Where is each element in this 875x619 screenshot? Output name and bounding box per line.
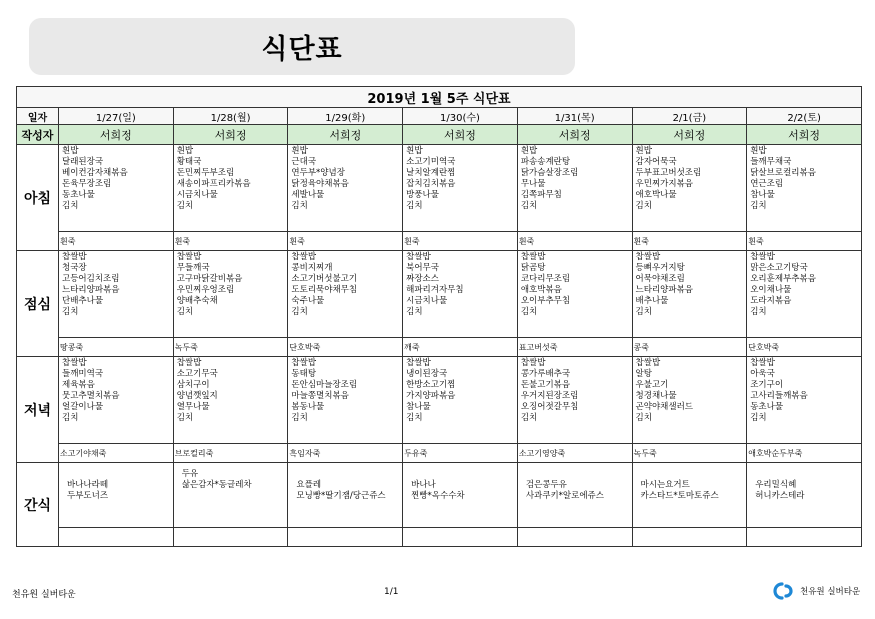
- menu-cell: [747, 357, 862, 444]
- menu-cell: [747, 251, 862, 338]
- menu-cell: [173, 357, 288, 444]
- menu-item: 짜장소스: [406, 274, 439, 284]
- snack-cell: [747, 463, 862, 528]
- week-title: 2019년 1월 5주 식단표: [17, 87, 862, 108]
- menu-item: 냉이된장국: [406, 369, 448, 379]
- menu-item: 찹쌀밥: [291, 358, 317, 368]
- menu-item: 감자어묵국: [635, 157, 677, 167]
- menu-cell: [59, 145, 174, 232]
- menu-item: 찹쌀밥: [750, 358, 775, 368]
- menu-item: 오이채나물: [750, 285, 792, 295]
- menu-cell: [632, 145, 747, 232]
- menu-cell: [747, 145, 862, 232]
- menu-item: 베이컨감자채볶음: [62, 168, 128, 178]
- logo-text: 천유원 실버타운: [800, 587, 861, 597]
- menu-item: 김치: [176, 201, 194, 211]
- menu-item: 김치: [520, 201, 538, 211]
- snack-item: 마시는요거트: [640, 480, 690, 490]
- menu-item: 돈육무장조림: [62, 179, 112, 189]
- menu-item: 김치: [750, 307, 767, 317]
- menu-cell: [173, 251, 288, 338]
- menu-cell: [288, 357, 403, 444]
- menu-item: 얼갈이나물: [62, 402, 104, 412]
- snack-label: 간식: [17, 463, 59, 547]
- menu-item: 김치: [635, 307, 652, 317]
- menu-item: 동초나물: [750, 402, 784, 412]
- menu-item: 찹쌀밥: [520, 252, 546, 262]
- menu-item: 새송이파프리카볶음: [176, 179, 251, 189]
- porridge-cell: 단호박죽: [747, 338, 862, 357]
- snack-item: 요플레: [296, 480, 322, 490]
- menu-item: 날치알계란찜: [406, 168, 456, 178]
- menu-cell: [59, 251, 174, 338]
- menu-item: 제육볶음: [62, 380, 95, 390]
- menu-item: 김치: [635, 413, 652, 423]
- menu-item: 찹쌀밥: [635, 252, 661, 262]
- porridge-cell: 두유죽: [403, 444, 518, 463]
- menu-item: 닭정육야채볶음: [291, 179, 349, 189]
- day-cell: 2/2(토): [747, 108, 862, 125]
- menu-item: 조기구이: [750, 380, 784, 390]
- snack-extra-row: [17, 528, 862, 547]
- menu-item: 등뼈우거지탕: [635, 263, 685, 273]
- menu-item: 방풍나물: [406, 190, 439, 200]
- snack-cell: [517, 463, 632, 528]
- meal-plan-table: [16, 86, 862, 547]
- menu-item: 가지양파볶음: [406, 391, 456, 401]
- empty-cell: [288, 528, 403, 547]
- day-row: [17, 108, 862, 125]
- porridge-row: [17, 338, 862, 357]
- porridge-cell: 흰죽: [632, 232, 747, 251]
- porridge-cell: 콩죽: [632, 338, 747, 357]
- menu-item: 김치: [291, 201, 308, 211]
- author-cell: 서희정: [288, 125, 403, 145]
- snack-cell: [288, 463, 403, 528]
- menu-item: 김치: [520, 413, 538, 423]
- page-title: 식단표: [261, 34, 343, 65]
- porridge-cell: 깨죽: [403, 338, 518, 357]
- menu-item: 들깨무채국: [750, 157, 792, 167]
- menu-item: 찹쌀밥: [176, 358, 202, 368]
- menu-item: 단배추나물: [62, 296, 104, 306]
- menu-item: 잡치김치볶음: [406, 179, 456, 189]
- menu-cell: [632, 251, 747, 338]
- porridge-cell: 흰죽: [173, 232, 288, 251]
- meal-label: 점심: [17, 251, 59, 357]
- menu-item: 양념깻잎지: [176, 391, 218, 401]
- menu-item: 김치: [291, 413, 308, 423]
- porridge-cell: 흰죽: [517, 232, 632, 251]
- snack-item: 바나나라떼: [67, 480, 109, 490]
- day-cell: 1/28(월): [173, 108, 288, 125]
- menu-item: 애호박나물: [635, 190, 677, 200]
- snack-row: [17, 463, 862, 528]
- empty-cell: [173, 528, 288, 547]
- menu-item: 김치: [176, 307, 194, 317]
- menu-item: 찹쌀밥: [406, 252, 431, 262]
- porridge-cell: 흰죽: [59, 232, 174, 251]
- snack-item: [526, 469, 629, 480]
- snack-item: 삶은감자*동글레차: [181, 480, 252, 490]
- menu-item: 돈불고기볶음: [520, 380, 571, 390]
- porridge-row: [17, 232, 862, 251]
- menu-item: 무들깨국: [176, 263, 210, 273]
- menu-item: 김치: [406, 201, 423, 211]
- menu-item: 우민찌우엉조림: [176, 285, 235, 295]
- menu-item: 배추나물: [635, 296, 669, 306]
- snack-item: 바나나: [411, 480, 436, 490]
- snack-item: 두부도너즈: [67, 491, 109, 501]
- menu-item: 동태탕: [291, 369, 317, 379]
- menu-cell: [403, 251, 518, 338]
- day-cell: 1/29(화): [288, 108, 403, 125]
- menu-item: 아욱국: [750, 369, 775, 379]
- menu-item: 흰밥: [176, 146, 194, 156]
- menu-item: 찹쌀밥: [291, 252, 317, 262]
- menu-item: 김쪽파무침: [520, 190, 562, 200]
- meal-row: [17, 251, 862, 338]
- menu-item: 해파리겨자무침: [406, 285, 464, 295]
- menu-item: 삼치구이: [176, 380, 210, 390]
- menu-item: 찹쌀밥: [62, 252, 87, 262]
- snack-cell: [632, 463, 747, 528]
- menu-item: 닭살브로컬리볶음: [750, 168, 816, 178]
- empty-cell: [747, 528, 862, 547]
- author-cell: 서희정: [59, 125, 174, 145]
- menu-item: 시금치나물: [406, 296, 448, 306]
- menu-item: 들깨미역국: [62, 369, 104, 379]
- menu-item: 어묵야채조림: [635, 274, 685, 284]
- porridge-cell: 브로컬리죽: [173, 444, 288, 463]
- menu-item: 북어무국: [406, 263, 439, 273]
- menu-item: 찹쌀밥: [635, 358, 661, 368]
- menu-item: 달래된장국: [62, 157, 104, 167]
- menu-item: 흰밥: [291, 146, 308, 156]
- menu-item: 오이부추무침: [520, 296, 571, 306]
- menu-item: 찹쌀밥: [176, 252, 202, 262]
- menu-item: 우거지된장조림: [520, 391, 579, 401]
- menu-item: 코다리무조림: [520, 274, 571, 284]
- menu-item: 김치: [406, 413, 423, 423]
- porridge-cell: 표고버섯죽: [517, 338, 632, 357]
- porridge-cell: 애호박순두부죽: [747, 444, 862, 463]
- menu-item: 시금치나물: [176, 190, 218, 200]
- menu-item: 양배추숙채: [176, 296, 218, 306]
- menu-item: 알탕: [635, 369, 652, 379]
- menu-item: 마늘쫑멸치볶음: [291, 391, 349, 401]
- author-cell: 서희정: [632, 125, 747, 145]
- menu-item: 오징어젓갈무침: [520, 402, 579, 412]
- snack-cell: [59, 463, 174, 528]
- menu-item: 세발나물: [291, 190, 325, 200]
- author-cell: 서희정: [517, 125, 632, 145]
- author-header: 작성자: [17, 125, 59, 145]
- menu-item: 흰밥: [750, 146, 767, 156]
- footer-org: 천유원 실버타운: [12, 590, 76, 600]
- menu-item: 소고기무국: [176, 369, 218, 379]
- snack-item: 허니카스테라: [755, 491, 805, 501]
- menu-item: 돈안심마늘장조림: [291, 380, 358, 390]
- menu-item: 느타리양파볶음: [62, 285, 120, 295]
- author-row: [17, 125, 862, 145]
- menu-item: 고등어김치조림: [62, 274, 120, 284]
- menu-item: 찹쌀밥: [62, 358, 87, 368]
- snack-item: [641, 469, 744, 480]
- snack-item: 찐빵*옥수수차: [411, 491, 465, 501]
- snack-item: 우리밀식혜: [755, 480, 797, 490]
- day-cell: 2/1(금): [632, 108, 747, 125]
- menu-item: 콩가루배추국: [520, 369, 571, 379]
- porridge-cell: 흑임자죽: [288, 444, 403, 463]
- meal-label: 아침: [17, 145, 59, 251]
- menu-item: 김치: [520, 307, 538, 317]
- menu-item: 열무나물: [176, 402, 210, 412]
- menu-item: 고구마닭갈비볶음: [176, 274, 243, 284]
- day-cell: 1/27(일): [59, 108, 174, 125]
- menu-item: 맑은소고기탕국: [750, 263, 808, 273]
- menu-item: 황태국: [176, 157, 202, 167]
- porridge-cell: 녹두죽: [632, 444, 747, 463]
- menu-cell: [59, 357, 174, 444]
- menu-item: 김치: [291, 307, 308, 317]
- menu-item: 김치: [62, 307, 79, 317]
- menu-item: 뭇고추멸치볶음: [62, 391, 120, 401]
- menu-item: 흰밥: [635, 146, 652, 156]
- porridge-cell: 흰죽: [403, 232, 518, 251]
- menu-item: 두부표고버섯조림: [635, 168, 702, 178]
- menu-item: 우불고기: [635, 380, 669, 390]
- menu-item: 근대국: [291, 157, 317, 167]
- porridge-cell: 흰죽: [747, 232, 862, 251]
- menu-item: 닭가슴살장조림: [520, 168, 579, 178]
- menu-cell: [517, 145, 632, 232]
- snack-item: 두유: [181, 469, 199, 479]
- menu-item: 동초나물: [62, 190, 95, 200]
- meal-row: [17, 145, 862, 232]
- menu-cell: [403, 145, 518, 232]
- author-cell: 서희정: [403, 125, 518, 145]
- menu-item: 연두부*양념장: [291, 168, 345, 178]
- menu-item: 김치: [750, 413, 767, 423]
- menu-item: 흰밥: [62, 146, 79, 156]
- empty-cell: [517, 528, 632, 547]
- snack-cell: [173, 463, 288, 528]
- menu-cell: [517, 357, 632, 444]
- menu-cell: [288, 145, 403, 232]
- menu-item: 연근조림: [750, 179, 784, 189]
- empty-cell: [59, 528, 174, 547]
- menu-item: 찹쌀밥: [406, 358, 431, 368]
- porridge-cell: 땅콩죽: [59, 338, 174, 357]
- menu-item: 찹쌀밥: [520, 358, 546, 368]
- snack-item: 카스타드*토마토쥬스: [640, 491, 719, 501]
- menu-item: 흰밥: [520, 146, 538, 156]
- menu-item: 소고기미역국: [406, 157, 456, 167]
- menu-item: 도토리묵야채무침: [291, 285, 358, 295]
- menu-item: 고사리들깨볶음: [750, 391, 808, 401]
- meal-label: 저녁: [17, 357, 59, 463]
- menu-item: 김치: [62, 413, 79, 423]
- menu-item: 김치: [176, 413, 194, 423]
- menu-item: 청경채나물: [635, 391, 677, 401]
- menu-item: 느타리양파볶음: [635, 285, 693, 295]
- menu-item: 청국장: [62, 263, 87, 273]
- menu-item: 참나물: [750, 190, 775, 200]
- snack-item: 사과쿠키*알로에쥬스: [525, 491, 604, 501]
- day-cell: 1/31(목): [517, 108, 632, 125]
- footer-logo: [773, 582, 860, 600]
- snack-item: 모닝빵*딸기잼/당근쥬스: [296, 491, 386, 501]
- snack-item: 검은콩두유: [525, 480, 567, 490]
- day-cell: 1/30(수): [403, 108, 518, 125]
- menu-item: 흰밥: [406, 146, 423, 156]
- snack-item: [67, 469, 170, 480]
- menu-item: 도라지볶음: [750, 296, 792, 306]
- menu-item: 우민찌가지볶음: [635, 179, 693, 189]
- menu-cell: [403, 357, 518, 444]
- empty-cell: [403, 528, 518, 547]
- menu-item: 참나물: [406, 402, 431, 412]
- menu-cell: [173, 145, 288, 232]
- menu-item: 봄동나물: [291, 402, 325, 412]
- menu-item: 무나물: [520, 179, 546, 189]
- menu-item: 김치: [62, 201, 79, 211]
- week-title-row: [17, 87, 862, 108]
- snack-item: [296, 469, 399, 480]
- menu-item: 파송송계란탕: [520, 157, 571, 167]
- menu-item: 김치: [635, 201, 652, 211]
- menu-item: 콩비지찌개: [291, 263, 333, 273]
- porridge-cell: 흰죽: [288, 232, 403, 251]
- porridge-cell: 녹두죽: [173, 338, 288, 357]
- page-number: 1/1: [384, 587, 399, 597]
- author-cell: 서희정: [173, 125, 288, 145]
- menu-item: 소고기버섯불고기: [291, 274, 358, 284]
- porridge-row: [17, 444, 862, 463]
- author-cell: 서희정: [747, 125, 862, 145]
- title-box: [29, 18, 575, 75]
- porridge-cell: 소고기야채죽: [59, 444, 174, 463]
- menu-item: 찹쌀밥: [750, 252, 775, 262]
- menu-item: 오리훈제부추볶음: [750, 274, 816, 284]
- menu-item: 돈민찌두부조림: [176, 168, 235, 178]
- empty-cell: [632, 528, 747, 547]
- meal-row: [17, 357, 862, 444]
- menu-item: 김치: [406, 307, 423, 317]
- day-header: 일자: [17, 108, 59, 125]
- menu-item: 숙주나물: [291, 296, 325, 306]
- menu-item: 곤약야채샐러드: [635, 402, 693, 412]
- snack-item: [755, 469, 858, 480]
- menu-item: 김치: [750, 201, 767, 211]
- menu-item: 닭곰탕: [520, 263, 546, 273]
- menu-cell: [517, 251, 632, 338]
- snack-cell: [403, 463, 518, 528]
- menu-item: 한방소고기찜: [406, 380, 456, 390]
- porridge-cell: 소고기영양죽: [517, 444, 632, 463]
- menu-item: 애호박볶음: [520, 285, 562, 295]
- snack-item: [411, 469, 514, 480]
- menu-cell: [632, 357, 747, 444]
- logo-icon: [773, 582, 797, 600]
- menu-cell: [288, 251, 403, 338]
- porridge-cell: 단호박죽: [288, 338, 403, 357]
